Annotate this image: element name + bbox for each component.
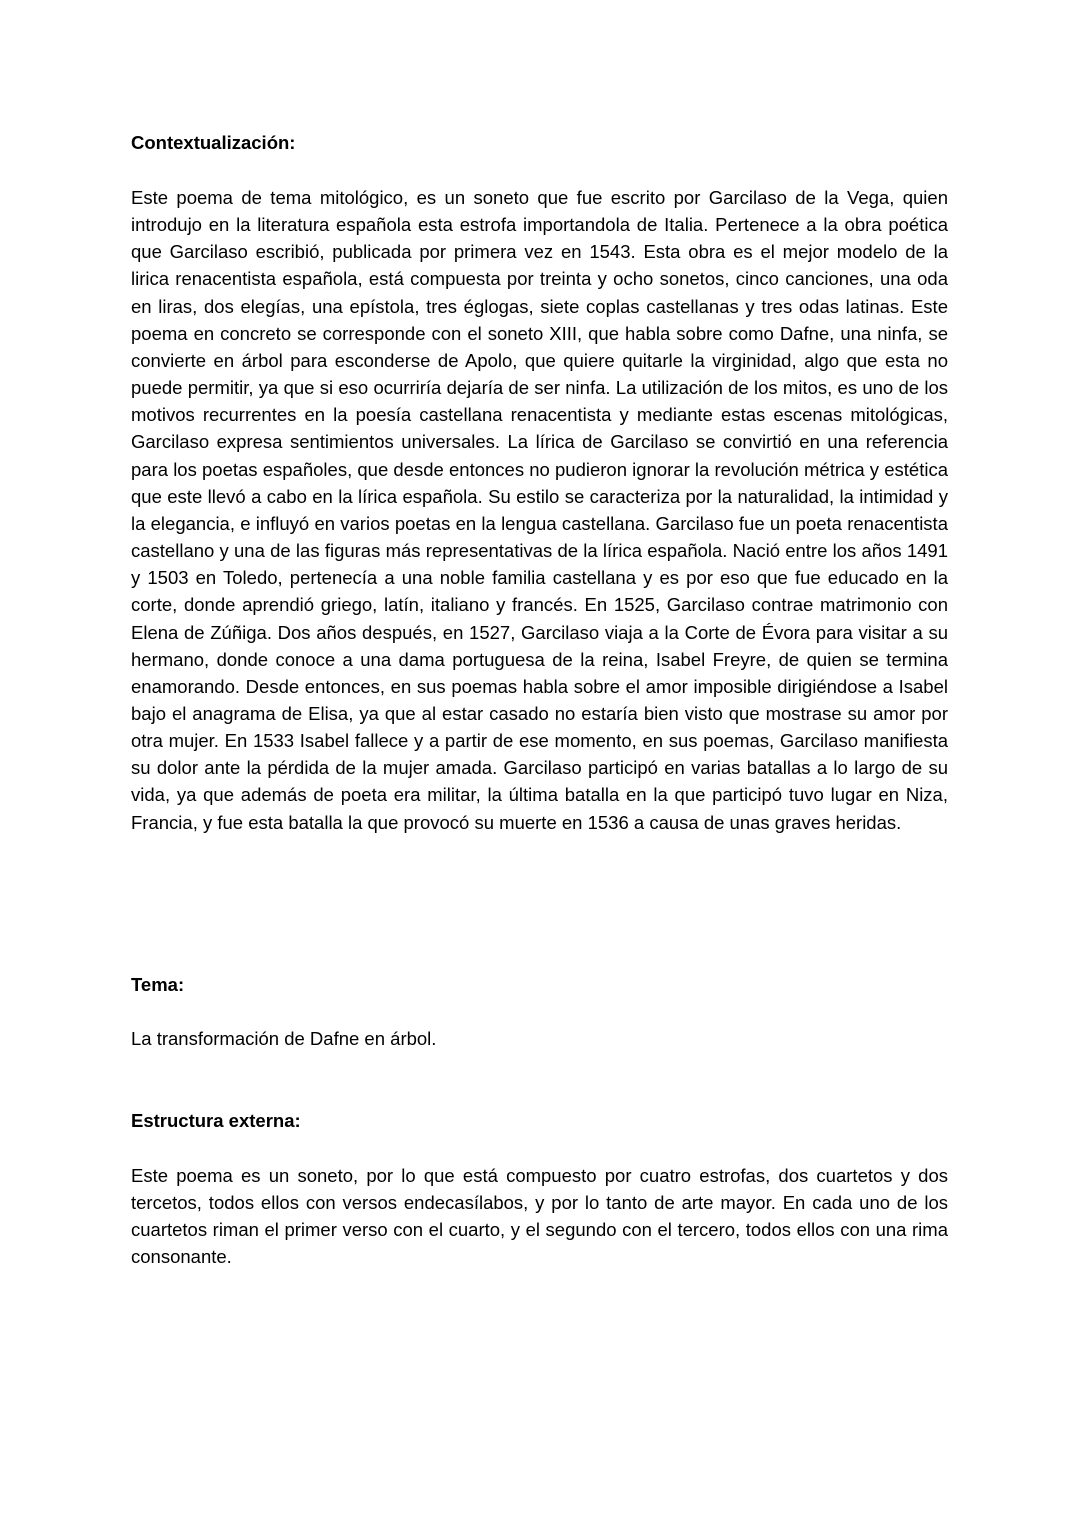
section-heading-estructura-externa: Estructura externa:	[131, 1110, 301, 1131]
section-heading-contextualizacion: Contextualización:	[131, 132, 296, 153]
section-body-estructura-externa: Este poema es un soneto, por lo que está compuesto por cuatro estrofas, dos cuartetos y dos tercetos, todos ellos con versos endecasílabos, y por lo tanto de arte mayor. En cada uno de los cuartetos riman el primer verso con el cuarto, y el segundo con el tercero, todos ellos con una rima consonante.	[131, 1165, 948, 1268]
section-body-tema: La transformación de Dafne en árbol.	[131, 1028, 437, 1049]
section-heading-tema: Tema:	[131, 974, 185, 995]
section-body-contextualizacion: Este poema de tema mitológico, es un soneto que fue escrito por Garcilaso de la Vega, quien introdujo en la literatura española esta estrofa importandola de Italia. Pertenece a la obra poética que Garcilaso escribió, publicada por primera vez en 1543. Esta obra es el mejor modelo de la lirica renacentista española, está compuesta por treinta y ocho sonetos, cinco canciones, una oda en liras, dos elegías, una epístola, tres églogas, siete coplas castellanas y tres odas latinas. Este poema en concreto se corresponde con el soneto XIII, que habla sobre como Dafne, una ninfa, se convierte en árbol para esconderse de Apolo, que quiere quitarle la virginidad, algo que esta no puede permitir, ya que si eso ocurriría dejaría de ser ninfa. La utilización de los mitos, es uno de los motivos recurrentes en la poesía castellana renacentista y mediante estas escenas mitológicas, Garcilaso expresa sentimientos universales. La lírica de Garcilaso se convirtió en una referencia para los poetas españoles, que desde entonces no pudieron ignorar la revolución métrica y estética que este llevó a cabo en la lírica española. Su estilo se caracteriza por la naturalidad, la intimidad y la elegancia, e influyó en varios poetas en la lengua castellana. Garcilaso fue un poeta renacentista castellano y una de las figuras más representativas de la lírica española. Nació entre los años 1491 y 1503 en Toledo, pertenecía a una noble familia castellana y es por eso que fue educado en la corte, donde aprendió griego, latín, italiano y francés. En 1525, Garcilaso contrae matrimonio con Elena de Zúñiga. Dos años después, en 1527, Garcilaso viaja a la Corte de Évora para visitar a su hermano, donde conoce a una dama portuguesa de la reina, Isabel Freyre, de quien se termina enamorando. Desde entonces, en sus poemas habla sobre el amor imposible dirigiéndose a Isabel bajo el anagrama de Elisa, ya que al estar casado no estaría bien visto que mostrase su amor por otra mujer. En 1533 Isabel fallece y a partir de ese momento, en sus poemas, Garcilaso manifiesta su dolor ante la pérdida de la mujer amada. Garcilaso participó en varias batallas a lo largo de su vida, ya que además de poeta era militar, la última batalla en la que participó tuvo lugar en Niza, Francia, y fue esta batalla la que provocó su muerte en 1536 a causa de unas graves heridas.	[131, 187, 948, 833]
